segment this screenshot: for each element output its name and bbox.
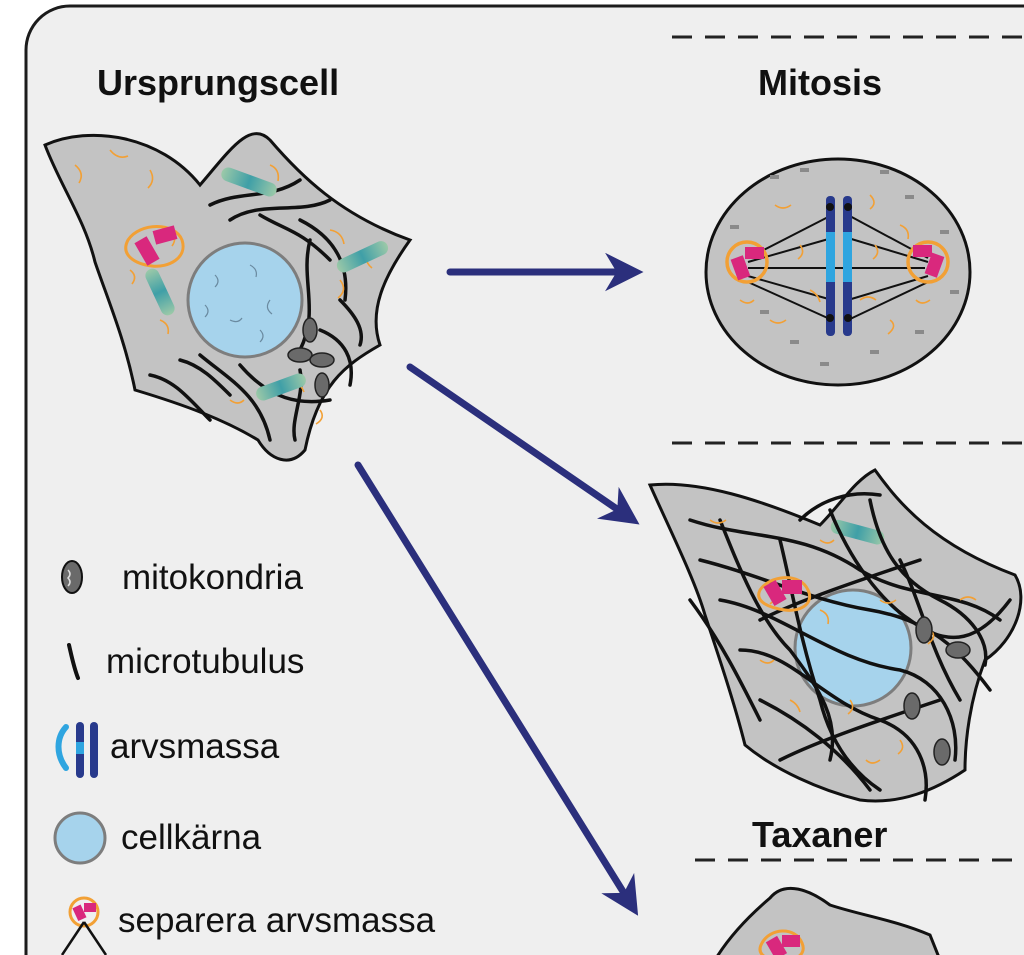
legend-label-microtubule: microtubulus xyxy=(106,642,305,681)
legend-item-nucleus xyxy=(55,813,262,863)
mitosis-cell xyxy=(706,159,970,385)
nucleus-icon xyxy=(55,813,105,863)
legend-label-mitochondria: mitokondria xyxy=(122,558,303,597)
title-mitosis: Mitosis xyxy=(758,62,883,103)
mitochondria-icon xyxy=(62,561,82,593)
legend-label-nucleus: cellkärna xyxy=(121,818,262,857)
legend-label-centrosome: separera arvsmassa xyxy=(118,901,436,940)
legend-label-chromosome: arvsmassa xyxy=(110,727,280,766)
title-taxanes: Taxaner xyxy=(752,814,888,855)
origin-nucleus xyxy=(188,243,302,357)
title-origin-cell: Ursprungscell xyxy=(97,62,340,103)
